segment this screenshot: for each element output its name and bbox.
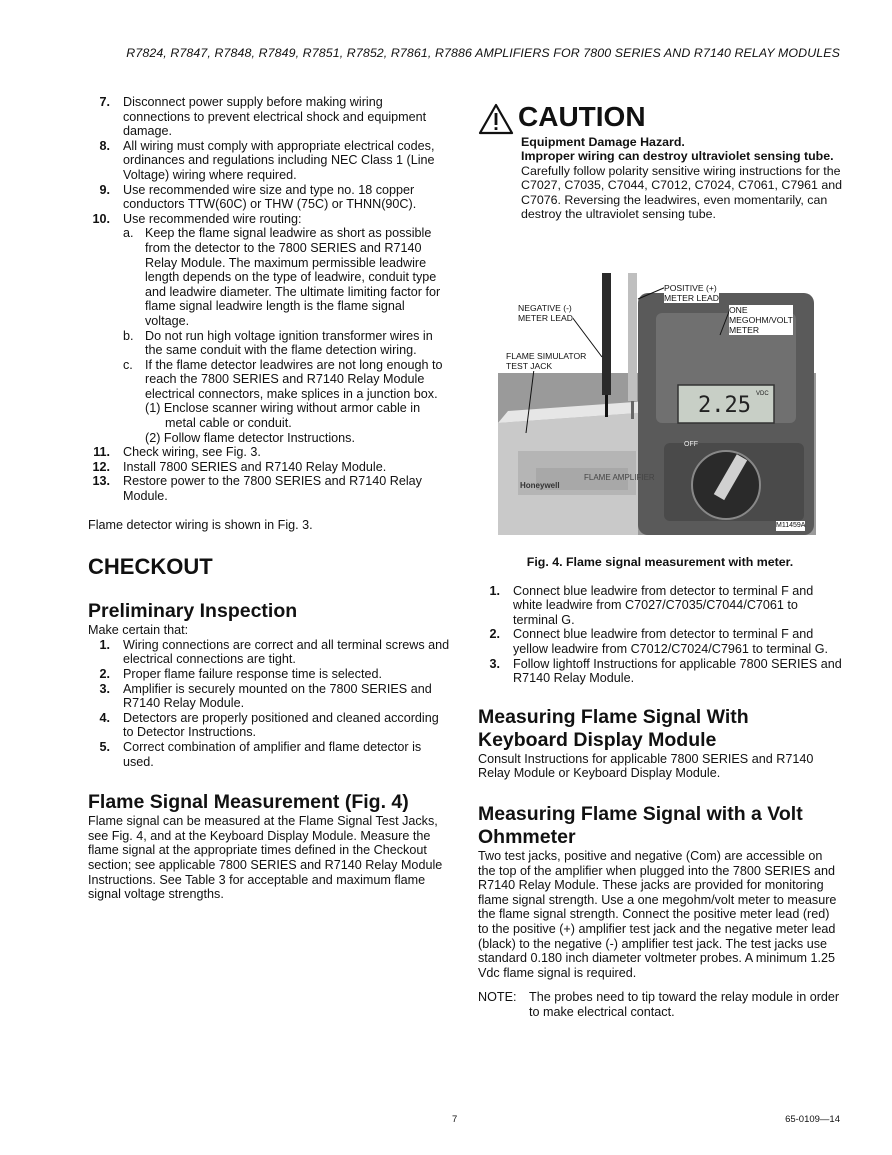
- list-item: 8. All wiring must comply with appropriate electrical codes, ordinances and regulations including NEC Class 1 (Line Voltage) wiring where required.: [99, 138, 435, 182]
- page-header: R7824, R7847, R7848, R7849, R7851, R7852, R7861, R7886 AMPLIFIERS FOR 7800 SERIES AND R7140 RELAY MODULES: [126, 46, 840, 60]
- doc-number: 65-0109—14: [785, 1114, 840, 1125]
- fsm-heading: Flame Signal Measurement (Fig. 4): [88, 791, 409, 814]
- note-text: The probes need to tip toward the relay module in order to make electrical contact.: [529, 990, 840, 1019]
- list-item: c. If the flame detector leadwires are not long enough to reach the 7800 SERIES and R7140 Relay Module electrical connectors, make splices in a junction box. (1) Enclose scanner wiring without armor cable in metal cable or conduit. (2) Follow flame detector Instructions.: [123, 358, 452, 446]
- wiring-note: Flame detector wiring is shown in Fig. 3.: [88, 517, 313, 532]
- caution-line1: Equipment Damage Hazard.: [521, 135, 685, 149]
- kdm-text: Consult Instructions for applicable 7800 SERIES and R7140 Relay Module or Keyboard Display Module.: [478, 751, 814, 781]
- warning-triangle-icon: [478, 103, 514, 135]
- figure-code: M11459A: [776, 522, 806, 529]
- list-item: 3. Follow lightoff Instructions for applicable 7800 SERIES and R7140 Relay Module.: [489, 656, 842, 686]
- connect-steps: [478, 584, 842, 686]
- left-column: [88, 95, 452, 902]
- page-number: 7: [452, 1114, 458, 1125]
- meter-display-unit: VDC: [756, 391, 769, 397]
- checkout-heading: CHECKOUT: [88, 554, 213, 580]
- list-item: 10. Use recommended wire routing: a. Keep the flame signal leadwire as short as possible from the detector to the 7800 SERIES and R7140 Relay Module. The maximum permissible leadwire length depends on the type of leadwire, conduit type and leadwire diameter. The ultimate limiting factor for flame signal leadwire length is the flame signal voltage. b. Do not run high voltage ignition transformer wires in the same conduit with the flame detection wiring. c. If the flame detector leadwires are not long enough to reach the 7800 SERIES and R7140 Relay Module electrical connectors, make splices in a junction box. (1) Enclose scanner wiring without armor cable in metal cable or conduit. (2) Follow flame detector Instructions.: [88, 212, 452, 446]
- caution-box: [478, 95, 842, 235]
- brand-logo: Honeywell: [520, 481, 560, 490]
- list-item: 12. Install 7800 SERIES and R7140 Relay Module.: [92, 459, 387, 474]
- caution-text: Carefully follow polarity sensitive wiring instructions for the C7027, C7035, C7044, C7012, C7024, C7061, C7961 and C7076. Reversing the leadwires, even momentarily, can destroy the ultraviolet sensing tube.: [521, 163, 843, 222]
- list-item: 2. Connect blue leadwire from detector to terminal F and yellow leadwire from C7012/C7024/C7961 to terminal G.: [489, 627, 828, 656]
- amplifier-label: FLAME AMPLIFIER: [584, 473, 655, 482]
- list-item: 11. Check wiring, see Fig. 3.: [93, 445, 261, 460]
- figure-caption: Fig. 4. Flame signal measurement with meter.: [526, 555, 794, 569]
- list-item: 1. Wiring connections are correct and all terminal screws and electrical connections are tight.: [99, 637, 450, 667]
- list-item: a. Keep the flame signal leadwire as short as possible from the detector to the 7800 SERIES and R7140 Relay Module. The maximum permissible leadwire length depends on the type of leadwire, conduit type and leadwire diameter. The ultimate limiting factor for flame signal leadwire length is the flame signal voltage.: [123, 226, 441, 328]
- list-item: 3. Amplifier is securely mounted on the 7800 SERIES and R7140 Relay Module.: [99, 681, 432, 711]
- volt-heading: Measuring Flame Signal with a Volt Ohmmeter: [478, 802, 803, 848]
- routing-list: [123, 226, 452, 445]
- meter-display-value: 2.25: [698, 393, 751, 418]
- meter-label: ONE MEGOHM/VOLT METER: [729, 305, 793, 335]
- list-item: (1) Enclose scanner wiring without armor cable in metal cable or conduit.: [145, 401, 421, 431]
- negative-lead-label: NEGATIVE (-) METER LEAD: [518, 303, 573, 323]
- list-item: 13. Restore power to the 7800 SERIES and R7140 Relay Module.: [92, 474, 422, 504]
- meter-off-label: OFF: [684, 441, 698, 448]
- caution-line2: Improper wiring can destroy ultraviolet sensing tube.: [521, 149, 834, 164]
- list-item: 1. Connect blue leadwire from detector to terminal F and white leadwire from C7027/C7035/C7044/C7061 to terminal G.: [489, 583, 814, 627]
- list-item: 9. Use recommended wire size and type no. 18 copper conductors TTW(60C) or THW (75C) or THNN(90C).: [99, 182, 417, 212]
- note-label: NOTE:: [478, 990, 517, 1005]
- fsm-text: Flame signal can be measured at the Flame Signal Test Jacks, see Fig. 4, and at the Keyboard Display Module. Measure the flame signal at the appropriate times defined in the Checkout section; see applicable 7800 SERIES and R7140 Relay Module Instructions. See Table 3 for acceptable and maximum flame signal voltage strengths.: [88, 814, 443, 902]
- list-item: b. Do not run high voltage ignition transformer wires in the same conduit with the flame detection wiring.: [123, 328, 433, 358]
- caution-title: CAUTION: [518, 101, 646, 132]
- prelim-heading: Preliminary Inspection: [88, 600, 298, 623]
- list-item: 5. Correct combination of amplifier and flame detector is used.: [99, 739, 422, 769]
- meter-photo: [498, 273, 816, 535]
- prelim-list: [88, 638, 452, 769]
- install-steps: [88, 95, 452, 504]
- probe-note: [478, 990, 842, 1019]
- caution-body: [521, 135, 846, 221]
- positive-lead-label: POSITIVE (+) METER LEAD: [664, 283, 719, 303]
- list-item: (2) Follow flame detector Instructions.: [145, 430, 355, 445]
- list-item: 2. Proper flame failure response time is selected.: [99, 667, 382, 681]
- prelim-intro: Make certain that:: [88, 623, 189, 638]
- right-column: [478, 95, 842, 1019]
- splice-list: [145, 401, 452, 445]
- volt-text: Two test jacks, positive and negative (Com) are accessible on the top of the amplifier when plugged into the 7800 SERIES and R7140 Relay Module. These jacks are provided for monitoring flame signal strength. Use a one megohm/volt meter to measure the flame signal strength. Connect the positive meter lead (red) to the positive (+) amplifier test jack and the negative meter lead (black) to the negative (-) amplifier test jack. The test jacks use standard 0.180 inch diameter voltmeter probes. A minimum 1.25 Vdc flame signal is required.: [478, 848, 837, 980]
- list-item: 7. Disconnect power supply before making wiring connections to prevent electrical shock and equipment damage.: [99, 95, 427, 139]
- simulator-label: FLAME SIMULATOR TEST JACK: [506, 351, 587, 371]
- list-item: 4. Detectors are properly positioned and cleaned according to Detector Instructions.: [99, 710, 439, 740]
- kdm-heading: Measuring Flame Signal With Keyboard Display Module: [478, 705, 749, 751]
